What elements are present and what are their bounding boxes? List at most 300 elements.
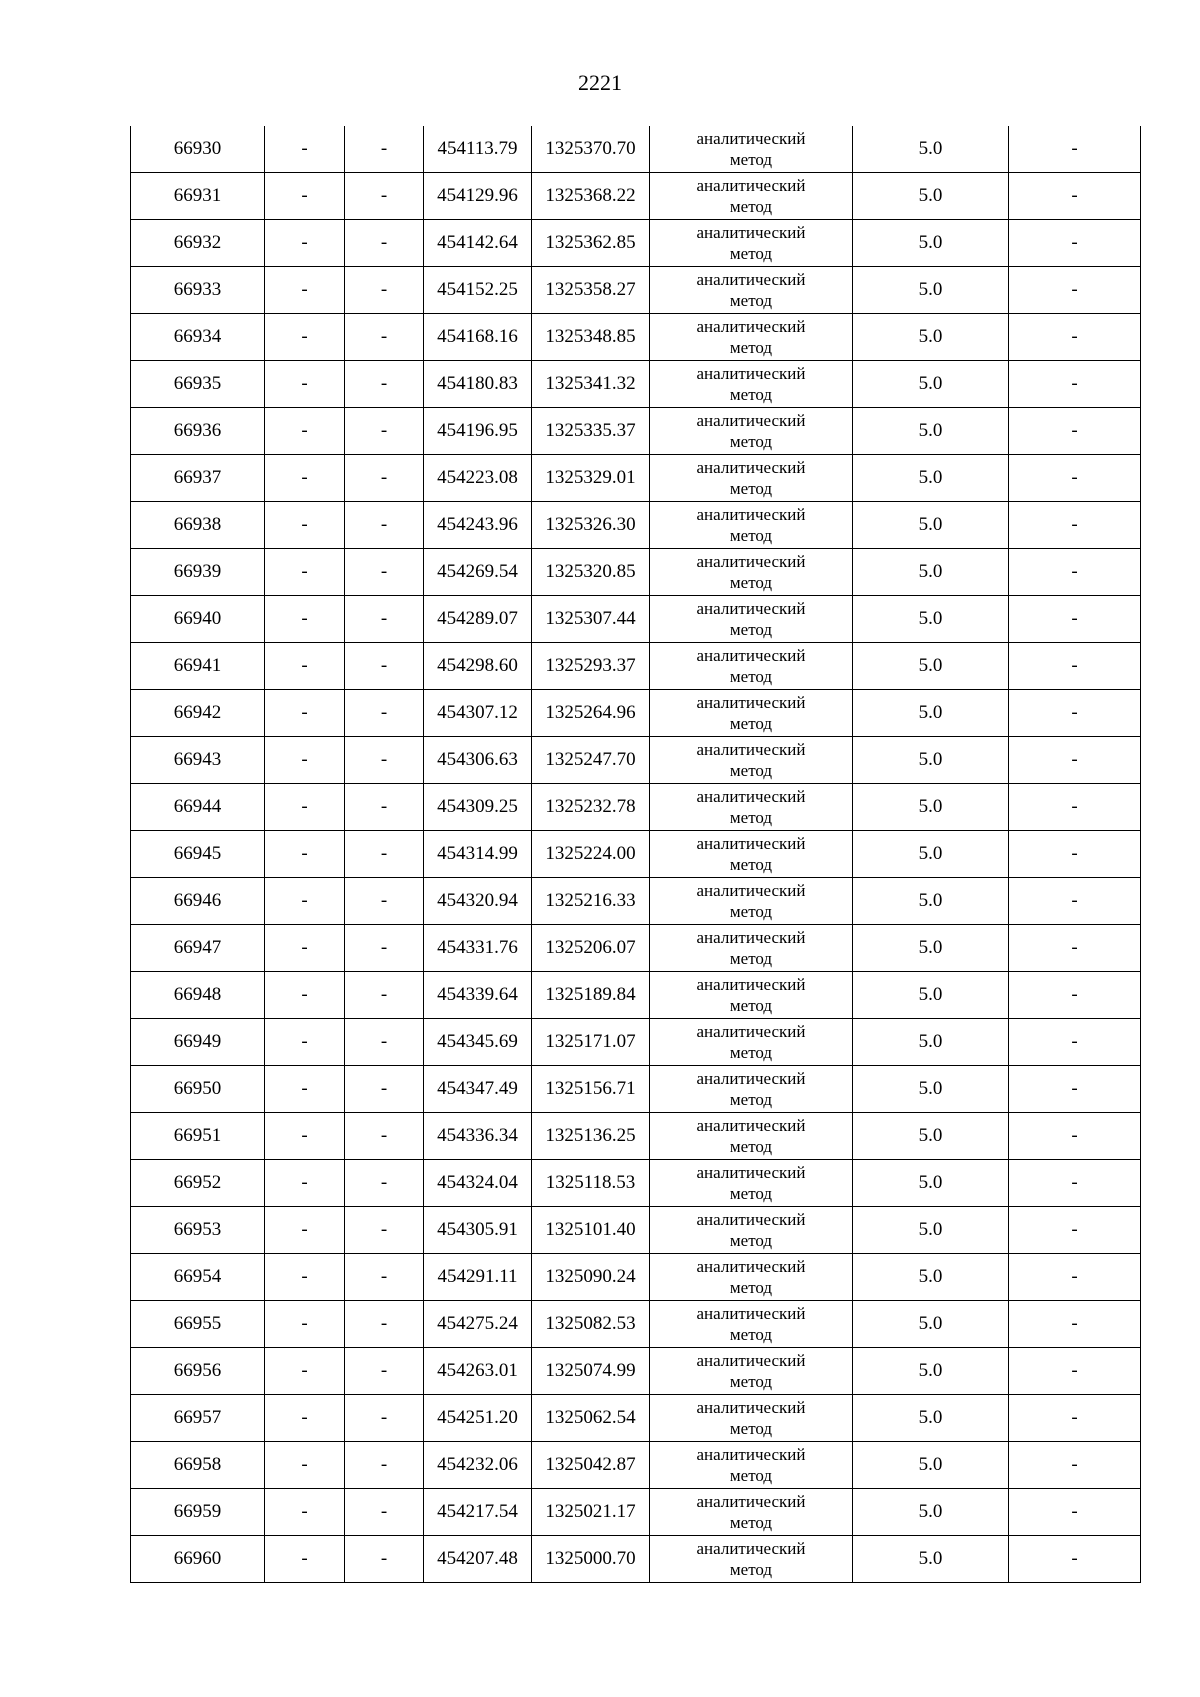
empty-col2-cell: - [265, 643, 345, 690]
table-row [131, 1254, 1141, 1301]
table-row [131, 1066, 1141, 1113]
empty-col8-cell: - [1009, 831, 1141, 878]
y-coordinate-cell: 1325326.30 [532, 502, 650, 549]
empty-col2-cell: - [265, 925, 345, 972]
y-coordinate-cell: 1325062.54 [532, 1395, 650, 1442]
y-coordinate-cell: 1325370.70 [532, 126, 650, 173]
method-cell [650, 972, 853, 1019]
empty-col3-cell: - [345, 361, 424, 408]
empty-col8-cell: - [1009, 1254, 1141, 1301]
method-cell [650, 549, 853, 596]
empty-col8-cell: - [1009, 972, 1141, 1019]
method-line2: метод [729, 291, 773, 310]
x-coordinate-cell: 454289.07 [424, 596, 532, 643]
empty-col2-cell: - [265, 1536, 345, 1583]
empty-col3-cell: - [345, 1536, 424, 1583]
method-line2: метод [729, 197, 773, 216]
empty-col8-cell: - [1009, 878, 1141, 925]
table-row [131, 220, 1141, 267]
method-line1: аналитический [696, 1445, 806, 1464]
empty-col3-cell: - [345, 831, 424, 878]
y-coordinate-cell: 1325118.53 [532, 1160, 650, 1207]
accuracy-cell: 5.0 [853, 502, 1009, 549]
empty-col2-cell: - [265, 408, 345, 455]
x-coordinate-cell: 454306.63 [424, 737, 532, 784]
x-coordinate-cell: 454305.91 [424, 1207, 532, 1254]
x-coordinate-cell: 454113.79 [424, 126, 532, 173]
method-cell [650, 267, 853, 314]
method-line2: метод [729, 855, 773, 874]
method-line1: аналитический [696, 317, 806, 336]
accuracy-cell: 5.0 [853, 126, 1009, 173]
method-line2: метод [729, 1372, 773, 1391]
point-id-cell: 66938 [131, 502, 265, 549]
accuracy-cell: 5.0 [853, 408, 1009, 455]
method-line1: аналитический [696, 1022, 806, 1041]
y-coordinate-cell: 1325335.37 [532, 408, 650, 455]
method-line2: метод [729, 1278, 773, 1297]
table-row [131, 643, 1141, 690]
method-cell [650, 1066, 853, 1113]
point-id-cell: 66960 [131, 1536, 265, 1583]
method-line1: аналитический [696, 1304, 806, 1323]
y-coordinate-cell: 1325101.40 [532, 1207, 650, 1254]
x-coordinate-cell: 454309.25 [424, 784, 532, 831]
point-id-cell: 66959 [131, 1489, 265, 1536]
method-line2: метод [729, 244, 773, 263]
empty-col8-cell: - [1009, 502, 1141, 549]
empty-col2-cell: - [265, 361, 345, 408]
method-cell [650, 1442, 853, 1489]
table-row [131, 1113, 1141, 1160]
method-line2: метод [729, 714, 773, 733]
point-id-cell: 66947 [131, 925, 265, 972]
x-coordinate-cell: 454345.69 [424, 1019, 532, 1066]
method-line1: аналитический [696, 881, 806, 900]
y-coordinate-cell: 1325082.53 [532, 1301, 650, 1348]
accuracy-cell: 5.0 [853, 1066, 1009, 1113]
x-coordinate-cell: 454251.20 [424, 1395, 532, 1442]
table-row [131, 1395, 1141, 1442]
x-coordinate-cell: 454307.12 [424, 690, 532, 737]
empty-col2-cell: - [265, 267, 345, 314]
x-coordinate-cell: 454263.01 [424, 1348, 532, 1395]
empty-col3-cell: - [345, 1019, 424, 1066]
method-cell [650, 925, 853, 972]
page-number: 2221 [578, 70, 622, 95]
empty-col2-cell: - [265, 596, 345, 643]
y-coordinate-cell: 1325358.27 [532, 267, 650, 314]
accuracy-cell: 5.0 [853, 1442, 1009, 1489]
method-cell [650, 1254, 853, 1301]
point-id-cell: 66944 [131, 784, 265, 831]
empty-col2-cell: - [265, 690, 345, 737]
empty-col2-cell: - [265, 1489, 345, 1536]
method-line1: аналитический [696, 1398, 806, 1417]
empty-col8-cell: - [1009, 643, 1141, 690]
method-line1: аналитический [696, 458, 806, 477]
y-coordinate-cell: 1325247.70 [532, 737, 650, 784]
accuracy-cell: 5.0 [853, 1489, 1009, 1536]
x-coordinate-cell: 454207.48 [424, 1536, 532, 1583]
table-row [131, 549, 1141, 596]
method-line2: метод [729, 1513, 773, 1532]
method-cell [650, 737, 853, 784]
empty-col2-cell: - [265, 972, 345, 1019]
accuracy-cell: 5.0 [853, 220, 1009, 267]
method-line2: метод [729, 667, 773, 686]
empty-col3-cell: - [345, 455, 424, 502]
point-id-cell: 66952 [131, 1160, 265, 1207]
method-cell [650, 831, 853, 878]
method-line1: аналитический [696, 693, 806, 712]
method-cell [650, 1489, 853, 1536]
empty-col8-cell: - [1009, 455, 1141, 502]
empty-col3-cell: - [345, 220, 424, 267]
x-coordinate-cell: 454243.96 [424, 502, 532, 549]
y-coordinate-cell: 1325021.17 [532, 1489, 650, 1536]
empty-col8-cell: - [1009, 1301, 1141, 1348]
empty-col8-cell: - [1009, 1442, 1141, 1489]
accuracy-cell: 5.0 [853, 361, 1009, 408]
method-line2: метод [729, 385, 773, 404]
table-row [131, 596, 1141, 643]
empty-col8-cell: - [1009, 1207, 1141, 1254]
method-line1: аналитический [696, 1257, 806, 1276]
method-cell [650, 1348, 853, 1395]
x-coordinate-cell: 454152.25 [424, 267, 532, 314]
point-id-cell: 66950 [131, 1066, 265, 1113]
y-coordinate-cell: 1325293.37 [532, 643, 650, 690]
accuracy-cell: 5.0 [853, 1113, 1009, 1160]
empty-col2-cell: - [265, 878, 345, 925]
method-cell [650, 408, 853, 455]
empty-col3-cell: - [345, 267, 424, 314]
empty-col2-cell: - [265, 831, 345, 878]
point-id-cell: 66936 [131, 408, 265, 455]
method-cell [650, 1019, 853, 1066]
point-id-cell: 66945 [131, 831, 265, 878]
empty-col8-cell: - [1009, 549, 1141, 596]
empty-col2-cell: - [265, 1348, 345, 1395]
x-coordinate-cell: 454324.04 [424, 1160, 532, 1207]
x-coordinate-cell: 454320.94 [424, 878, 532, 925]
empty-col3-cell: - [345, 549, 424, 596]
point-id-cell: 66933 [131, 267, 265, 314]
table-row [131, 126, 1141, 173]
y-coordinate-cell: 1325264.96 [532, 690, 650, 737]
y-coordinate-cell: 1325320.85 [532, 549, 650, 596]
accuracy-cell: 5.0 [853, 878, 1009, 925]
x-coordinate-cell: 454347.49 [424, 1066, 532, 1113]
x-coordinate-cell: 454336.34 [424, 1113, 532, 1160]
x-coordinate-cell: 454129.96 [424, 173, 532, 220]
empty-col3-cell: - [345, 1254, 424, 1301]
method-cell [650, 1395, 853, 1442]
empty-col2-cell: - [265, 737, 345, 784]
x-coordinate-cell: 454223.08 [424, 455, 532, 502]
method-line2: метод [729, 150, 773, 169]
empty-col8-cell: - [1009, 408, 1141, 455]
table-row [131, 1160, 1141, 1207]
method-line1: аналитический [696, 1351, 806, 1370]
table-row [131, 1207, 1141, 1254]
table-row [131, 784, 1141, 831]
x-coordinate-cell: 454275.24 [424, 1301, 532, 1348]
x-coordinate-cell: 454168.16 [424, 314, 532, 361]
point-id-cell: 66941 [131, 643, 265, 690]
empty-col8-cell: - [1009, 1113, 1141, 1160]
empty-col8-cell: - [1009, 267, 1141, 314]
method-line2: метод [729, 1419, 773, 1438]
accuracy-cell: 5.0 [853, 1207, 1009, 1254]
y-coordinate-cell: 1325090.24 [532, 1254, 650, 1301]
y-coordinate-cell: 1325232.78 [532, 784, 650, 831]
empty-col8-cell: - [1009, 1160, 1141, 1207]
method-cell [650, 314, 853, 361]
empty-col3-cell: - [345, 972, 424, 1019]
accuracy-cell: 5.0 [853, 643, 1009, 690]
empty-col8-cell: - [1009, 737, 1141, 784]
accuracy-cell: 5.0 [853, 1395, 1009, 1442]
y-coordinate-cell: 1325206.07 [532, 925, 650, 972]
method-line1: аналитический [696, 1492, 806, 1511]
point-id-cell: 66954 [131, 1254, 265, 1301]
method-line2: метод [729, 1231, 773, 1250]
point-id-cell: 66955 [131, 1301, 265, 1348]
empty-col8-cell: - [1009, 1489, 1141, 1536]
empty-col2-cell: - [265, 1254, 345, 1301]
method-line2: метод [729, 949, 773, 968]
method-line1: аналитический [696, 411, 806, 430]
empty-col8-cell: - [1009, 314, 1141, 361]
accuracy-cell: 5.0 [853, 173, 1009, 220]
empty-col2-cell: - [265, 173, 345, 220]
empty-col3-cell: - [345, 314, 424, 361]
empty-col3-cell: - [345, 643, 424, 690]
point-id-cell: 66931 [131, 173, 265, 220]
empty-col3-cell: - [345, 1066, 424, 1113]
method-cell [650, 1207, 853, 1254]
point-id-cell: 66934 [131, 314, 265, 361]
empty-col8-cell: - [1009, 173, 1141, 220]
method-cell [650, 643, 853, 690]
point-id-cell: 66943 [131, 737, 265, 784]
empty-col3-cell: - [345, 1160, 424, 1207]
y-coordinate-cell: 1325156.71 [532, 1066, 650, 1113]
method-line2: метод [729, 1466, 773, 1485]
accuracy-cell: 5.0 [853, 1348, 1009, 1395]
method-line2: метод [729, 902, 773, 921]
empty-col2-cell: - [265, 1395, 345, 1442]
method-cell [650, 361, 853, 408]
method-cell [650, 502, 853, 549]
empty-col3-cell: - [345, 1113, 424, 1160]
empty-col3-cell: - [345, 878, 424, 925]
method-cell [650, 220, 853, 267]
empty-col3-cell: - [345, 596, 424, 643]
empty-col8-cell: - [1009, 220, 1141, 267]
point-id-cell: 66957 [131, 1395, 265, 1442]
empty-col3-cell: - [345, 1301, 424, 1348]
accuracy-cell: 5.0 [853, 267, 1009, 314]
empty-col3-cell: - [345, 690, 424, 737]
empty-col2-cell: - [265, 1019, 345, 1066]
empty-col2-cell: - [265, 1160, 345, 1207]
method-cell [650, 784, 853, 831]
table-row [131, 267, 1141, 314]
method-line1: аналитический [696, 1116, 806, 1135]
x-coordinate-cell: 454217.54 [424, 1489, 532, 1536]
empty-col2-cell: - [265, 1113, 345, 1160]
empty-col3-cell: - [345, 126, 424, 173]
y-coordinate-cell: 1325189.84 [532, 972, 650, 1019]
method-line1: аналитический [696, 787, 806, 806]
point-id-cell: 66930 [131, 126, 265, 173]
accuracy-cell: 5.0 [853, 1301, 1009, 1348]
y-coordinate-cell: 1325074.99 [532, 1348, 650, 1395]
x-coordinate-cell: 454196.95 [424, 408, 532, 455]
method-cell [650, 1160, 853, 1207]
empty-col8-cell: - [1009, 126, 1141, 173]
x-coordinate-cell: 454314.99 [424, 831, 532, 878]
empty-col3-cell: - [345, 1395, 424, 1442]
y-coordinate-cell: 1325000.70 [532, 1536, 650, 1583]
method-line2: метод [729, 1560, 773, 1579]
method-line2: метод [729, 996, 773, 1015]
method-line1: аналитический [696, 505, 806, 524]
accuracy-cell: 5.0 [853, 690, 1009, 737]
x-coordinate-cell: 454298.60 [424, 643, 532, 690]
empty-col3-cell: - [345, 1489, 424, 1536]
table-row [131, 361, 1141, 408]
method-line1: аналитический [696, 552, 806, 571]
x-coordinate-cell: 454269.54 [424, 549, 532, 596]
point-id-cell: 66946 [131, 878, 265, 925]
method-line2: метод [729, 1043, 773, 1062]
accuracy-cell: 5.0 [853, 831, 1009, 878]
empty-col2-cell: - [265, 502, 345, 549]
point-id-cell: 66937 [131, 455, 265, 502]
method-line2: метод [729, 479, 773, 498]
empty-col8-cell: - [1009, 925, 1141, 972]
method-line1: аналитический [696, 928, 806, 947]
accuracy-cell: 5.0 [853, 925, 1009, 972]
table-row [131, 173, 1141, 220]
method-cell [650, 1536, 853, 1583]
point-id-cell: 66948 [131, 972, 265, 1019]
empty-col3-cell: - [345, 1348, 424, 1395]
y-coordinate-cell: 1325171.07 [532, 1019, 650, 1066]
empty-col8-cell: - [1009, 690, 1141, 737]
method-line2: метод [729, 808, 773, 827]
y-coordinate-cell: 1325216.33 [532, 878, 650, 925]
empty-col2-cell: - [265, 455, 345, 502]
accuracy-cell: 5.0 [853, 1536, 1009, 1583]
y-coordinate-cell: 1325368.22 [532, 173, 650, 220]
method-line1: аналитический [696, 1210, 806, 1229]
method-line1: аналитический [696, 1539, 806, 1558]
method-line2: метод [729, 526, 773, 545]
x-coordinate-cell: 454232.06 [424, 1442, 532, 1489]
table-row [131, 690, 1141, 737]
method-line2: метод [729, 1325, 773, 1344]
point-id-cell: 66956 [131, 1348, 265, 1395]
table-row [131, 1536, 1141, 1583]
coordinates-table [130, 126, 1141, 1583]
method-line2: метод [729, 1184, 773, 1203]
table-row [131, 737, 1141, 784]
table-row [131, 314, 1141, 361]
empty-col8-cell: - [1009, 596, 1141, 643]
method-line2: метод [729, 338, 773, 357]
point-id-cell: 66935 [131, 361, 265, 408]
y-coordinate-cell: 1325348.85 [532, 314, 650, 361]
x-coordinate-cell: 454142.64 [424, 220, 532, 267]
y-coordinate-cell: 1325362.85 [532, 220, 650, 267]
empty-col2-cell: - [265, 126, 345, 173]
method-line1: аналитический [696, 740, 806, 759]
y-coordinate-cell: 1325136.25 [532, 1113, 650, 1160]
table-row [131, 878, 1141, 925]
table-row [131, 455, 1141, 502]
method-line2: метод [729, 761, 773, 780]
accuracy-cell: 5.0 [853, 455, 1009, 502]
empty-col3-cell: - [345, 925, 424, 972]
table-row [131, 1301, 1141, 1348]
table-body [131, 126, 1141, 1583]
method-cell [650, 126, 853, 173]
empty-col3-cell: - [345, 737, 424, 784]
method-line1: аналитический [696, 975, 806, 994]
empty-col8-cell: - [1009, 784, 1141, 831]
x-coordinate-cell: 454339.64 [424, 972, 532, 1019]
method-line1: аналитический [696, 270, 806, 289]
y-coordinate-cell: 1325307.44 [532, 596, 650, 643]
accuracy-cell: 5.0 [853, 972, 1009, 1019]
method-cell [650, 1113, 853, 1160]
method-line2: метод [729, 573, 773, 592]
accuracy-cell: 5.0 [853, 784, 1009, 831]
table-row [131, 1489, 1141, 1536]
accuracy-cell: 5.0 [853, 549, 1009, 596]
method-cell [650, 878, 853, 925]
method-line1: аналитический [696, 223, 806, 242]
empty-col8-cell: - [1009, 1066, 1141, 1113]
empty-col8-cell: - [1009, 1536, 1141, 1583]
x-coordinate-cell: 454291.11 [424, 1254, 532, 1301]
point-id-cell: 66951 [131, 1113, 265, 1160]
table-row [131, 925, 1141, 972]
method-cell [650, 455, 853, 502]
method-line1: аналитический [696, 599, 806, 618]
empty-col2-cell: - [265, 314, 345, 361]
y-coordinate-cell: 1325042.87 [532, 1442, 650, 1489]
accuracy-cell: 5.0 [853, 596, 1009, 643]
empty-col2-cell: - [265, 1442, 345, 1489]
empty-col2-cell: - [265, 784, 345, 831]
empty-col2-cell: - [265, 220, 345, 267]
empty-col2-cell: - [265, 1207, 345, 1254]
method-cell [650, 690, 853, 737]
point-id-cell: 66949 [131, 1019, 265, 1066]
method-cell [650, 173, 853, 220]
accuracy-cell: 5.0 [853, 314, 1009, 361]
method-line1: аналитический [696, 646, 806, 665]
empty-col2-cell: - [265, 549, 345, 596]
table-row [131, 408, 1141, 455]
point-id-cell: 66942 [131, 690, 265, 737]
